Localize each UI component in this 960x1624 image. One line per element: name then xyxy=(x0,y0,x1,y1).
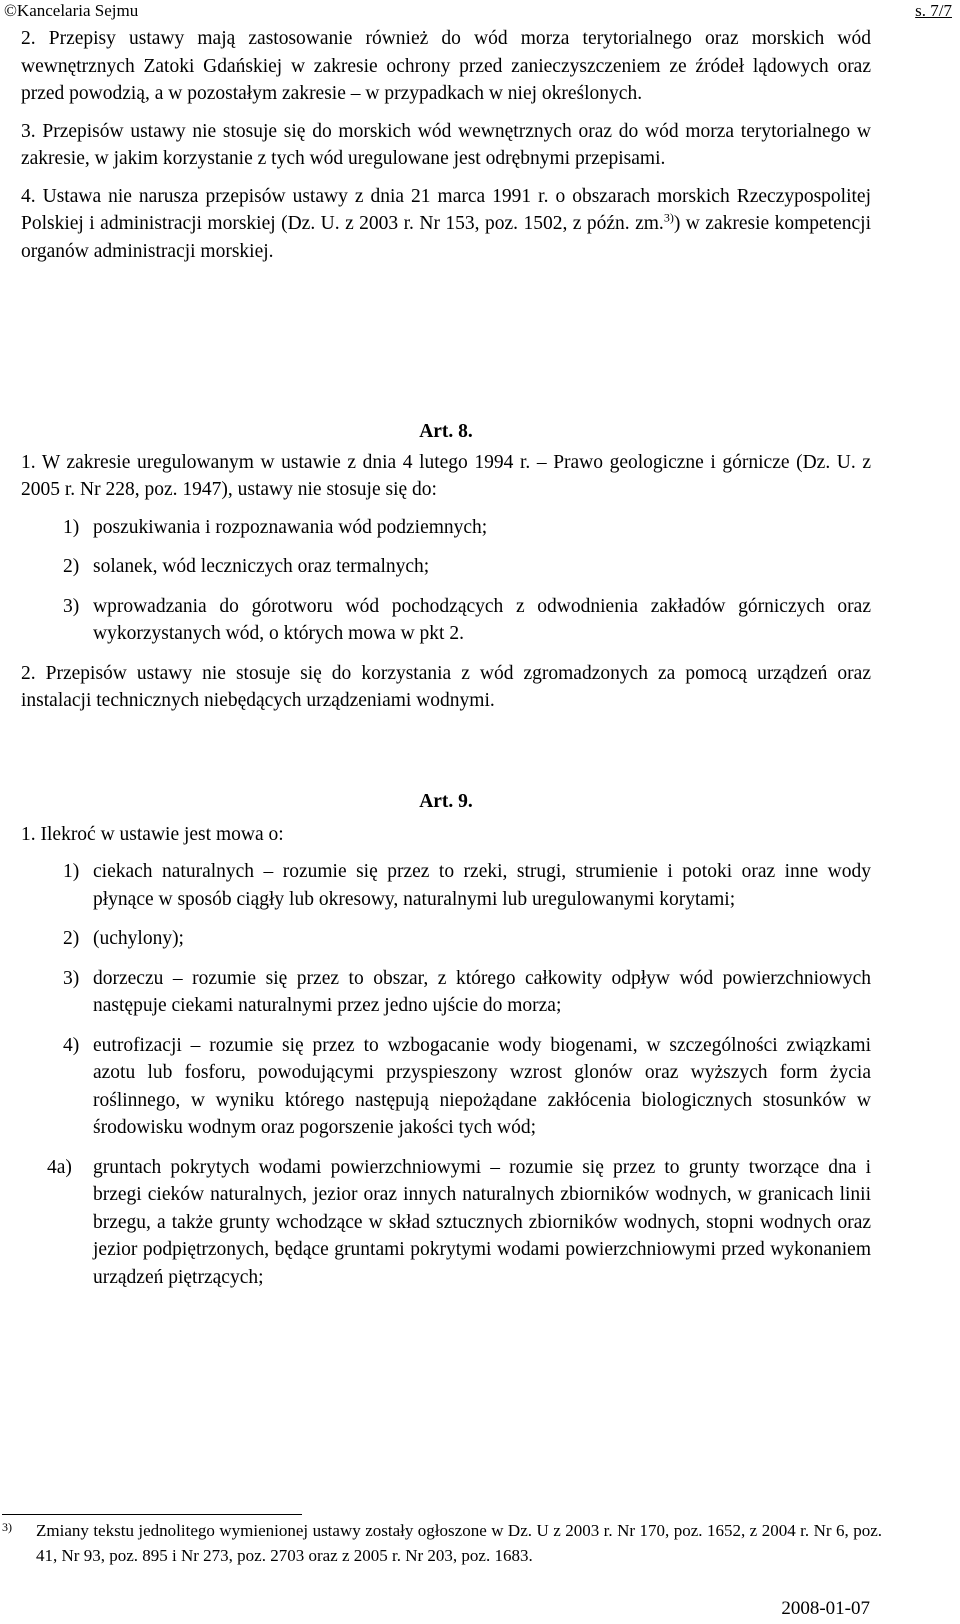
page-number: s. 7/7 xyxy=(915,1,952,20)
art9-item-3 xyxy=(21,965,871,1020)
art8-item-2 xyxy=(21,553,871,581)
art9-paragraph-1: 1. Ilekroć w ustawie jest mowa o: xyxy=(21,823,284,845)
page-header xyxy=(4,1,956,25)
footnote-number: 3) xyxy=(2,1520,12,1534)
item-text: solanek, wód leczniczych oraz termalnych; xyxy=(93,556,430,577)
item-number: 3) xyxy=(63,595,80,617)
footnote-divider xyxy=(2,1514,302,1515)
art9-section xyxy=(21,788,871,1303)
art9-item-4a xyxy=(21,1154,871,1292)
art8-title: Art. 8. xyxy=(419,421,473,442)
copyright-label: ©Kancelaria Sejmu xyxy=(4,1,139,20)
item-number: 3) xyxy=(63,967,80,989)
art7-paragraph-2: 2. Przepisy ustawy mają zastosowanie również do wód morza terytorialnego oraz morskich wód wewnętrznych Zatoki Gdańskiej w zakresie ochrony przed zanieczyszczeniem ze źródeł lądowych oraz przed powodzią, a w pozostałym zakresie – w przypadkach w niej określonych. xyxy=(21,28,871,104)
art7-section xyxy=(21,25,871,275)
art9-title: Art. 9. xyxy=(419,791,473,812)
item-number: 1) xyxy=(63,516,80,538)
art7-paragraph-3: 3. Przepisów ustawy nie stosuje się do morskich wód wewnętrznych oraz do wód morza terytorialnego w zakresie, w jakim korzystanie z tych wód uregulowane jest odrębnymi przepisami. xyxy=(21,120,871,169)
item-number: 4a) xyxy=(47,1156,72,1178)
footnote xyxy=(2,1518,882,1568)
art7-p4-text: 4. Ustawa nie narusza przepisów ustawy z dnia 21 marca 1991 r. o obszarach morskich Rzeczypospolitej Polskiej i administracji morskiej (Dz. U. z 2003 r. Nr 153, poz. 1502, z późn. zm. xyxy=(21,185,871,234)
art9-item-4 xyxy=(21,1032,871,1142)
item-text: ciekach naturalnych – rozumie się przez to rzeki, strugi, strumienie i potoki oraz inne wody płynące w sposób ciągły lub okresowy, naturalnymi lub uregulowanymi korytami; xyxy=(93,861,871,910)
item-text: eutrofizacji – rozumie się przez to wzbogacanie wody biogenami, w szczególności związkami azotu lub fosforu, powodującymi przyspieszony wzrost glonów oraz wyższych form życia roślinnego, w wyniku którego następują niepożądane zakłócenia biologicznych stosunków w środowisku wodnym oraz pogorszenie jakości tych wód; xyxy=(93,1034,871,1138)
item-number: 2) xyxy=(63,928,80,949)
item-number: 1) xyxy=(63,861,80,882)
art7-p4-text-end: ) w zakresie kompetencji organów administracji morskiej. xyxy=(21,213,871,262)
item-text: poszukiwania i rozpoznawania wód podziemnych; xyxy=(93,516,488,538)
item-number: 2) xyxy=(63,556,80,577)
item-text: (uchylony); xyxy=(93,928,184,949)
footnote-text: Zmiany tekstu jednolitego wymienionej ustawy zostały ogłoszone w Dz. U z 2003 r. Nr 170, poz. 1652, z 2004 r. Nr 6, poz. 41, Nr 93, poz. 895 i Nr 273, poz. 2703 oraz z 2005 r. Nr 203, poz. 1683. xyxy=(36,1521,882,1565)
art8-item-1 xyxy=(21,514,871,542)
document-date: 2008-01-07 xyxy=(781,1598,870,1619)
item-text: gruntach pokrytych wodami powierzchniowymi – rozumie się przez to grunty tworzące dna i brzegi cieków naturalnych, jezior oraz innych naturalnych zbiorników wodnych, w granicach linii brzegu, a także grunty wchodzące w skład sztucznych zbiorników wodnych, stopni wodnych oraz jezior podpiętrzonych, będące gruntami pokrytymi wodami powierzchniowymi przed wykonaniem urządzeń piętrzących; xyxy=(93,1156,871,1288)
item-text: wprowadzania do górotworu wód pochodzących z odwodnienia zakładów górniczych oraz wykorzystanych wód, o których mowa w pkt 2. xyxy=(93,595,871,644)
art8-section xyxy=(21,418,871,725)
art9-item-1 xyxy=(21,858,871,913)
art8-item-3 xyxy=(21,593,871,648)
footnote-reference[interactable]: 3) xyxy=(663,210,674,225)
art9-item-2 xyxy=(21,925,871,953)
art8-paragraph-1: 1. W zakresie uregulowanym w ustawie z dnia 4 lutego 1994 r. – Prawo geologiczne i górnicze (Dz. U. z 2005 r. Nr 228, poz. 1947), ustawy nie stosuje się do: xyxy=(21,451,871,500)
item-text: dorzeczu – rozumie się przez to obszar, z którego całkowity odpływ wód powierzchniowych następuje ciekami naturalnymi przez jedno ujście do morza; xyxy=(93,967,871,1016)
art7-paragraph-4 xyxy=(21,183,871,266)
art8-paragraph-2: 2. Przepisów ustawy nie stosuje się do korzystania z wód zgromadzonych za pomocą urządzeń oraz instalacji technicznych niebędących urządzeniami wodnymi. xyxy=(21,662,871,711)
item-number: 4) xyxy=(63,1034,80,1056)
